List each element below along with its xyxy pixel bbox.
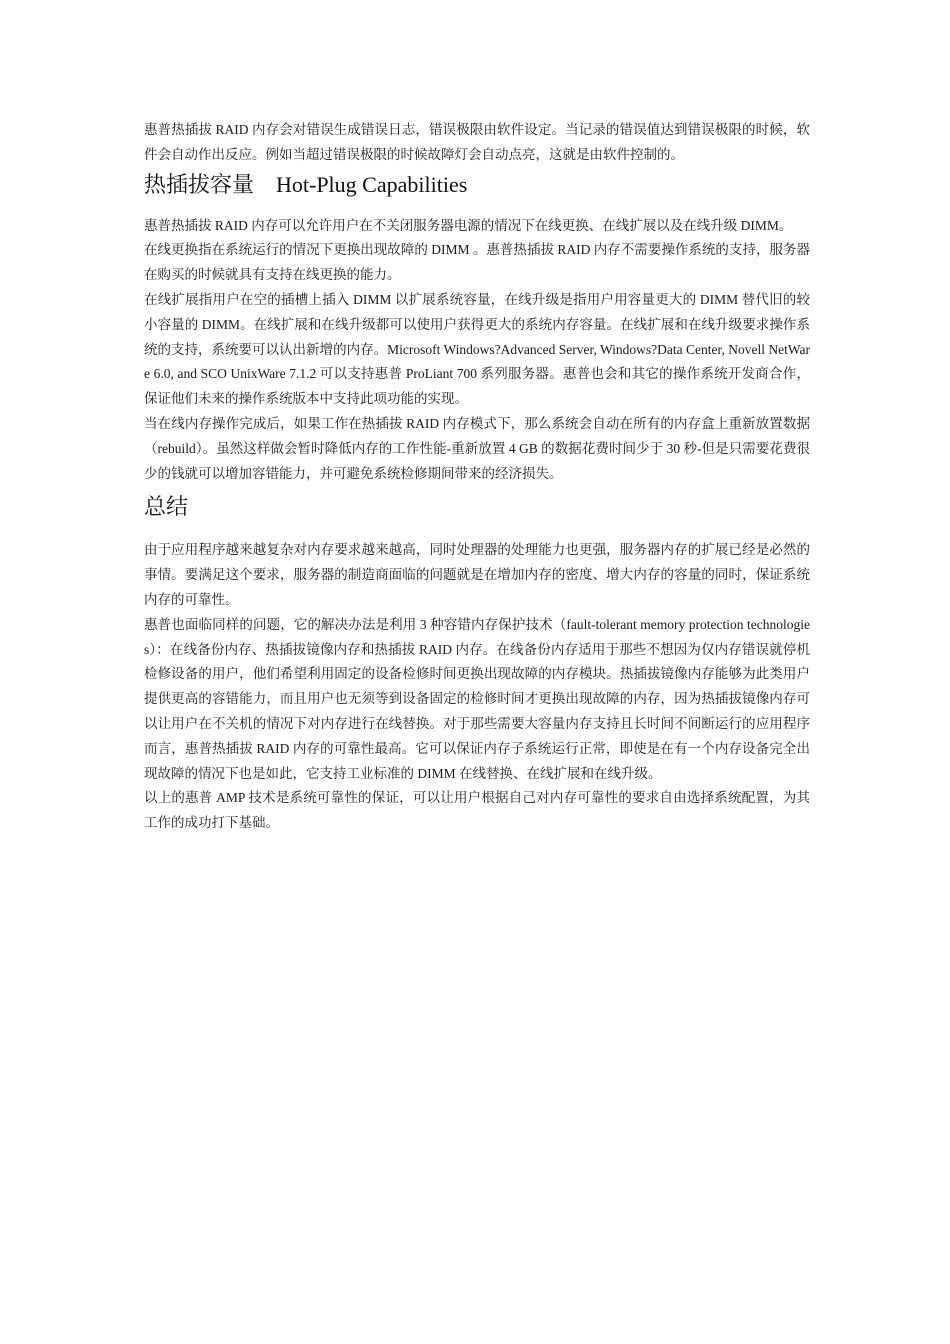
intro-paragraph: 惠普热插拔 RAID 内存会对错误生成错误日志，错误极限由软件设定。当记录的错误值达到错误极限的时候，软件会自动作出反应。例如当超过错误极限的时候故障灯会自动点亮，这就是由软件控制的。 — [144, 122, 810, 162]
hot-plug-paragraph-3: 在线扩展指用户在空的插槽上插入 DIMM 以扩展系统容量，在线升级是指用户用容量更大的 DIMM 替代旧的较小容量的 DIMM。在线扩展和在线升级都可以使用户获得更大的系统内存容量。在线扩展和在线升级要求操作系统的支持，系统要可以认出新增的内存。Microsoft Windows?Advanced Server, Windows?Data Center, Novell NetWare 6.0, and SCO UnixWare 7.1.2 可以支持惠普 ProLiant 700 系列服务器。惠普也会和其它的操作系统开发商合作，保证他们未来的操作系统版本中支持此项功能的实现。 — [144, 291, 810, 407]
hot-plug-heading: 热插拔容量 Hot-Plug Capabilities — [144, 171, 468, 197]
summary-paragraph-1: 由于应用程序越来越复杂对内存要求越来越高，同时处理器的处理能力也更强，服务器内存的扩展已经是必然的事情。要满足这个要求，服务器的制造商面临的问题就是在增加内存的密度、增大内存的容量的同时，保证系统内存的可靠性。 — [144, 542, 810, 607]
document-page — [144, 118, 810, 836]
hot-plug-paragraph-4: 当在线内存操作完成后，如果工作在热插拔 RAID 内存模式下，那么系统会自动在所有的内存盒上重新放置数据（rebuild）。虽然这样做会暂时降低内存的工作性能-重新放置 4 GB 的数据花费时间少于 30 秒-但是只需要花费很少的钱就可以增加容错能力，并可避免系统检修期间带来的经济损失。 — [144, 415, 810, 481]
summary-paragraph-3: 以上的惠普 AMP 技术是系统可靠性的保证，可以让用户根据自己对内存可靠性的要求自由选择系统配置，为其工作的成功打下基础。 — [144, 790, 810, 831]
summary-heading: 总结 — [144, 494, 189, 520]
hot-plug-paragraph-2: 在线更换指在系统运行的情况下更换出现故障的 DIMM 。惠普热插拔 RAID 内存不需要操作系统的支持，服务器在购买的时候就具有支持在线更换的能力。 — [144, 242, 810, 283]
summary-paragraph-2: 惠普也面临同样的问题，它的解决办法是利用 3 种容错内存保护技术（fault-tolerant memory protection technologies）：在线备份内存、热插拔镜像内存和热插拔 RAID 内存。在线备份内存适用于那些不想因为仅内存错误就停机检修设备的用户，他们希望利用固定的设备检修时间更换出现故障的内存模块。热插拔镜像内存能够为此类用户提供更高的容错能力，而且用户也无须等到设备固定的检修时间才更换出现故障的内存，因为热插拔镜像内存可以让用户在不关机的情况下对内存进行在线替换。对于那些需要大容量内存支持且长时间不间断运行的应用程序而言，惠普热插拔 RAID 内存的可靠性最高。它可以保证内存子系统运行正常，即使是在有一个内存设备完全出现故障的情况下也是如此，它支持工业标准的 DIMM 在线替换、在线扩展和在线升级。 — [144, 616, 810, 781]
hot-plug-paragraph-1: 惠普热插拔 RAID 内存可以允许用户在不关闭服务器电源的情况下在线更换、在线扩展以及在线升级 DIMM。 — [144, 217, 793, 233]
